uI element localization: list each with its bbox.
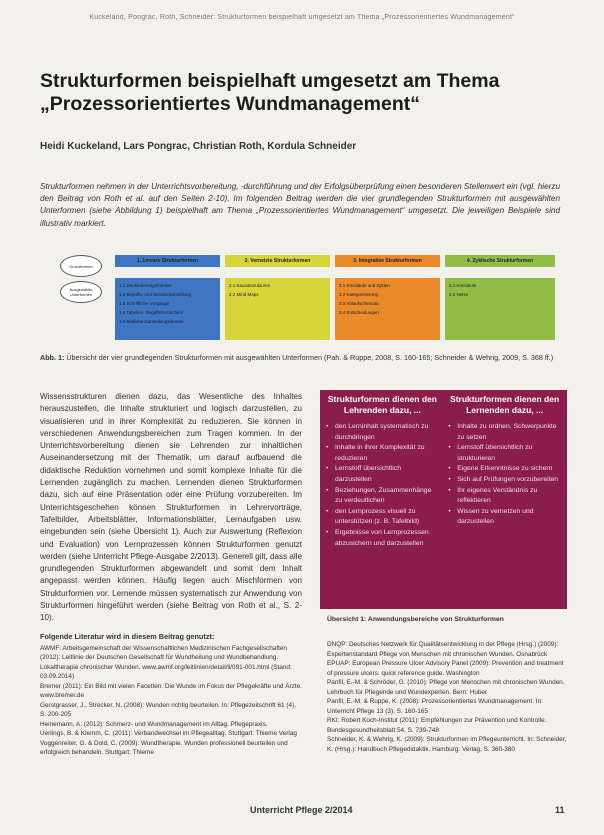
literature-entry: Bremer (2011): Ein Bild mit vielen Facetten. Die Wunde im Fokus der Pflegekräfte und Ärzte. www.bremer.de (40, 682, 302, 699)
bullet-icon: • (326, 465, 329, 473)
column-heading-3: 3. Integrative Strukturformen (335, 255, 440, 267)
body-paragraph: Wissensstrukturen dienen dazu, das Wesentliche des Inhaltes herauszustellen, die Inhalte strukturiert und logisch darzustellen, zu visualisieren und in ihrer Komplexität zu reduzieren. Sie können in verschiedenen Anwendungsbereichen zum Tragen kommen. In der Unterrichtsvorbereitung dienen sie Lehrenden zur inhaltlichen Auseinandersetzung mit der Thematik, um darauf aufbauend die didaktische Reduktion vornehmen und somit komplexe Inhalte für die Lernenden zugänglich zu machen. Lernenden dienen Strukturformen dazu, sich auf eine Präsentation oder eine Prüfung vorzubereiten. Im Unterrichtsgeschehen können Strukturformen in Lehrervorträge, Tafelbilder, Arbeitsblätter, Informationsblätter, Lernaufgaben usw. eingebunden sein (siehe Übersicht 1). Auch zur Auswertung (Reflexion und Evaluation) von Lernprozessen können Strukturformen genutzt werden (siehe Unterricht Pflege-Ausgabe 2/2013). Generell gilt, dass alle grundlegenden Strukturformen abgewandelt und somit dem Inhalt angepasst werden können. Häufig liegen auch Mischformen von Strukturformen vor. Lernende müssen systematisch zur Anwendung von Strukturformen hingeführt werden (siehe Beitrag von Roth et al., S. 2-10). (40, 392, 302, 623)
column-heading-1: 1. Lineare Strukturformen (115, 255, 220, 267)
column-item: 2.2 Mind Maps (229, 292, 259, 297)
box-list-item: • Inhalte in ihrer Komplexität zu reduzieren (326, 443, 439, 464)
structure-forms-diagram (60, 253, 560, 345)
column-body-4 (445, 278, 555, 340)
article-title: Strukturformen beispielhaft umgesetzt am Thema „Prozessorientiertes Wundmanagement“ (40, 70, 500, 115)
figure-caption-label: Abb. 1: (40, 353, 65, 362)
page-number: 11 (555, 805, 565, 815)
column-item: 1.5 Bildliche Darstellungsformen (119, 319, 184, 324)
literature-heading: Folgende Literatur wird in diesem Beitrag genutzt: (40, 632, 215, 641)
box-list-item: • Wissen zu vernetzen und darzustellen (448, 507, 561, 528)
column-item: 1.1 Strukturierungsformen (119, 283, 172, 288)
bullet-icon: • (448, 444, 451, 452)
box-list-item: • den Lerninhalt systematisch zu durchdringen (326, 422, 439, 443)
literature-entry: Voggenreiter, G. & Dold, C. (2009): Wundtherapie. Wunden professionell beurteilen und erfolgreich behandeln. Stuttgart: Thieme (40, 739, 288, 756)
column-item: 3.3 Ablaufschemata (339, 301, 379, 306)
figure-caption (40, 353, 560, 363)
literature-entry: Panfil, E.-M. & Schröder, G. (2010): Pflege von Menschen mit chronischen Wunden. Lehrbuch für Pflegende und Wundexperten. Bern: Huber (327, 679, 565, 696)
literature-entry: Schneider, K. & Wehrig, K. (2009): Strukturformen im Pflegeunterricht. In: Schneider, K. (Hrsg.): Handbuch Pflegedidaktik. Hamburg: Verlag, S. 360-380 (327, 736, 567, 753)
column-item: 3.4 Entscheidungen (339, 310, 379, 315)
column-heading-4: 4. Zyklische Strukturformen (445, 255, 555, 267)
bullet-icon: • (326, 486, 329, 494)
bullet-icon: • (448, 423, 451, 430)
column-item: 1.3 Schriftliche Vorgänge (119, 301, 170, 306)
column-item: 1.4 Tabellen, Begriffshierarchien (119, 310, 184, 315)
literature-entry: Panfil, E.-M. & Ruppe, K. (2008): Prozessorientiertes Wundmanagement. In: Unterricht Pflege 13 (3), S. 160-165 (327, 698, 543, 715)
box-list-item: • den Lernprozess visuell zu unterstützen (z. B. Tafelbild) (326, 507, 439, 528)
column-body-2 (225, 278, 330, 340)
box-list-item: • Ihr eigenes Verständnis zu reflektieren (448, 486, 561, 507)
bullet-icon: • (448, 475, 451, 483)
literature-right (327, 640, 567, 754)
box-column-right (448, 422, 561, 549)
literature-entry: RKI: Robert Koch-Institut (2011): Empfehlungen zur Prävention und Kontrolle. Bundesgesundheitsblatt 54, S. 739-748 (327, 717, 547, 734)
bullet-icon: • (448, 486, 451, 494)
column-body-1 (115, 278, 220, 340)
literature-entry: EPUAP: European Pressure Ulcer Advisory Panel (2009): Prevention and treatment of pressure ulcers: quick reference guide. Washington (327, 660, 564, 677)
bullet-icon: • (326, 444, 329, 452)
column-heading-2: 2. Vernetzte Strukturformen (225, 255, 330, 267)
bullet-icon: • (448, 507, 451, 515)
box-list-item: • Beziehungen, Zusammenhänge zu verdeutlichen (326, 486, 439, 507)
literature-entry: AWMF: Arbeitsgemeinschaft der Wissenschaftlichen Medizinischen Fachgesellschaften (2012): Leitlinie der Deutschen Gesellschaft für Wundheilung und Wundbehandlung. Lokaltherapie chronischer Wunden. www.awmf.org/leitlinien/detail/ll/091-001.html (Stand: 03.09.2014) (40, 644, 292, 680)
figure-caption-text: Übersicht der vier grundlegenden Strukturformen mit ausgewählten Unterformen (Pah. & Ruppe, 2008, S. 160-165; Schneider & Wehrig, 2009, S. 368 ff.) (66, 353, 554, 362)
bullet-icon: • (326, 423, 329, 430)
running-head: Kuckeland, Pongrac, Roth, Schneider: Strukturformen beispielhaft umgesetzt am Thema „Prozessorientiertes Wundmanagement“ (89, 14, 515, 21)
box-caption: Übersicht 1: Anwendungsbereiche von Strukturformen (327, 616, 504, 623)
box-column-left (326, 422, 439, 549)
bullet-icon: • (326, 528, 329, 536)
literature-entry: DNQP: Deutsches Netzwerk für Qualitätsentwicklung in der Pflege (Hrsg.) (2009): Expertenstandard Pflege von Menschen mit chronischen Wunden. Osnabrück (327, 641, 559, 658)
box-list-item: • Eigene Erkenntnisse zu sichern (448, 464, 561, 475)
box-heading-left: Strukturformen dienen den Lehrenden dazu, ... (327, 394, 437, 415)
box-list-item: • Lernstoff übersichtlich darzustellen (326, 464, 439, 485)
box-list-item: • Sich auf Prüfungen vorzubereiten (448, 475, 561, 486)
column-body-3 (335, 278, 440, 340)
intro-paragraph: Strukturformen nehmen in der Unterrichtsvorbereitung, -durchführung und der Erfolgsüberprüfung einen besonderen Stellenwert ein (vgl. hierzu den Beitrag von Roth et al. auf den Seiten 2-10). Im folgenden Beitrag werden die vier grundlegenden Strukturformen mit ausgewählten Unterformen (siehe Abbildung 1) beispielhaft am Thema „Prozessorientiertes Wundmanagement“ umgesetzt. Die jeweiligen Beispiele sind illustrativ markiert. (40, 182, 560, 228)
bullet-icon: • (326, 507, 329, 515)
literature-entry: Uerlings, B. & Klemm, C. (2011): Verbandwechsel im Pflegealltag. Stuttgart: Thieme Verlag (40, 730, 297, 737)
box-list-item: • Lernstoff übersichtlich zu strukturieren (448, 443, 561, 464)
column-item: 3.2 Kategorisierung (339, 292, 379, 297)
grundformen-label: Grundformen (60, 255, 102, 277)
unterformen-label: Ausgewählte Unterformen (60, 281, 102, 303)
column-item: 4.1 Kreisläufe (449, 283, 477, 288)
footer-journal: Unterricht Pflege 2/2014 (250, 805, 353, 815)
column-item: 4.2 Netze (449, 292, 469, 297)
overview-box (320, 390, 567, 609)
literature-entry: Heinemann, A. (2012): Schmerz- und Wundmanagement im Alltag. Pflegepraxis. (40, 720, 268, 728)
column-item: 2.1 Kausalstrukturen (229, 283, 271, 288)
column-item: 3.1 Kreisläufe und Zyklen (339, 283, 390, 288)
literature-left (40, 632, 302, 758)
column-item: 1.2 Begriffs- und Strukturdarstellung (119, 292, 191, 297)
authors-line: Heidi Kuckeland, Lars Pongrac, Christian Roth, Kordula Schneider (40, 141, 357, 152)
bullet-icon: • (448, 465, 451, 473)
literature-entry: Gerstgrasser, J., Strecker, N. (2008): Wunden richtig beurteilen. In: Pflegezeitschrift 61 (4), S. 200-205 (40, 701, 296, 718)
box-list-item: • Inhalte zu ordnen, Schwerpunkte zu setzen (448, 422, 561, 443)
box-heading-right: Strukturformen dienen den Lernenden dazu, ... (450, 394, 560, 415)
box-list-item: • Ergebnisse von Lernprozessen abzusichern und darzustellen (326, 528, 439, 549)
